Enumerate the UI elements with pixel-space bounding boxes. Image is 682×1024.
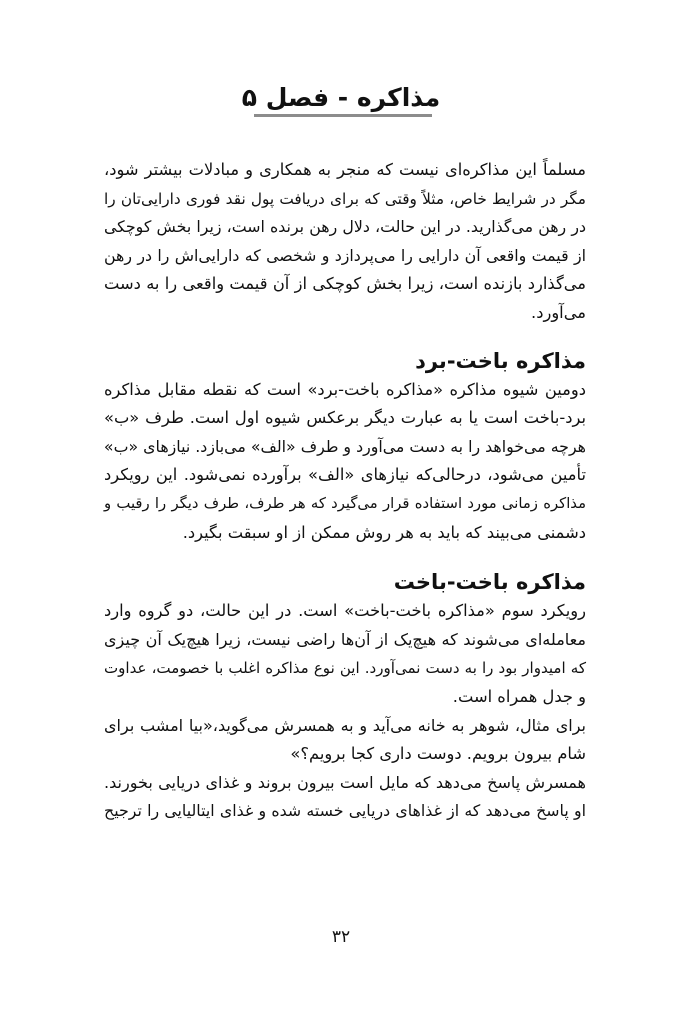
text-line: معامله‌ای می‌شوند که هیچ‌یک از آن‌ها راضی نیست، زیرا هیچ‌یک آن چیزی [104,629,586,649]
intro-paragraph [104,156,586,328]
section-heading-lose-lose: مذاکره باخت-باخت [393,570,586,595]
text-line: مسلماً این مذاکره‌ای نیست که منجر به همکاری و مبادلات بیشتر شود، [104,160,586,179]
example-paragraph [104,712,586,769]
text-line: که امیدوار بود را به دست نمی‌آورد. این نوع مذاکره اغلب با خصومت، عداوت [104,659,586,678]
text-line: همسرش پاسخ می‌دهد که مایل است بیرون بروند و غذای دریایی بخورند. [104,772,586,792]
text-line: او پاسخ می‌دهد که از غذاهای دریایی خسته شده و غذای ایتالیایی را ترجیح [104,801,586,821]
text-line: هرچه می‌خواهد را به دست می‌آورد و طرف «الف» می‌بازد. نیازهای «ب» [103,436,586,456]
text-line: برد-باخت است یا به عبارت دیگر برعکس شیوه اول است. طرف «ب» [104,408,586,428]
reply-paragraph [104,769,586,826]
text-line: مذاکره زمانی مورد استفاده قرار می‌گیرد که هر طرف، طرف دیگر را رقیب و [104,494,586,512]
chapter-title: مذاکره - فصل ۵ [241,83,441,112]
text-line: شام بیرون برویم. دوست داری کجا برویم؟» [290,744,586,764]
text-line: دومین شیوه مذاکره «مذاکره باخت-برد» است که نقطه مقابل مذاکره [104,379,586,399]
text-line: در رهن می‌گذارید. در این حالت، دلال رهن برنده است، زیرا بخش کوچکی [104,217,586,237]
text-line: تأمین می‌شود، درحالی‌که نیازهای «الف» برآورده نمی‌شود. این رویکرد [104,465,586,485]
header-underline [254,114,432,117]
text-line: رویکرد سوم «مذاکره باخت-باخت» است. در این حالت، دو گروه وارد [104,601,586,621]
page-body [104,156,586,826]
text-line: مگر در شرایط خاص، مثلاً وقتی که برای دریافت پول نقد فوری دارایی‌تان را [104,189,586,208]
page-number: ۳۲ [331,927,351,947]
text-line: می‌آورد. [531,302,586,322]
lose-lose-paragraph [104,597,586,711]
section-heading-lose-win: مذاکره باخت-برد [415,348,586,373]
chapter-header [0,82,682,114]
text-line: دشمنی می‌بیند که باید به هر روش ممکن از او سبقت بگیرد. [182,522,586,542]
text-line: برای مثال، شوهر به خانه می‌آید و به همسرش می‌گوید،«بیا امشب برای [104,715,586,735]
lose-win-paragraph [104,376,586,548]
text-line: از قیمت واقعی آن دارایی را می‌پردازد و شخصی که دارایی‌اش را در رهن [104,245,586,265]
text-line: می‌گذارد بازنده است، زیرا بخش کوچکی از آن قیمت واقعی را به دست [104,274,586,294]
text-line: و جدل همراه است. [452,686,586,706]
